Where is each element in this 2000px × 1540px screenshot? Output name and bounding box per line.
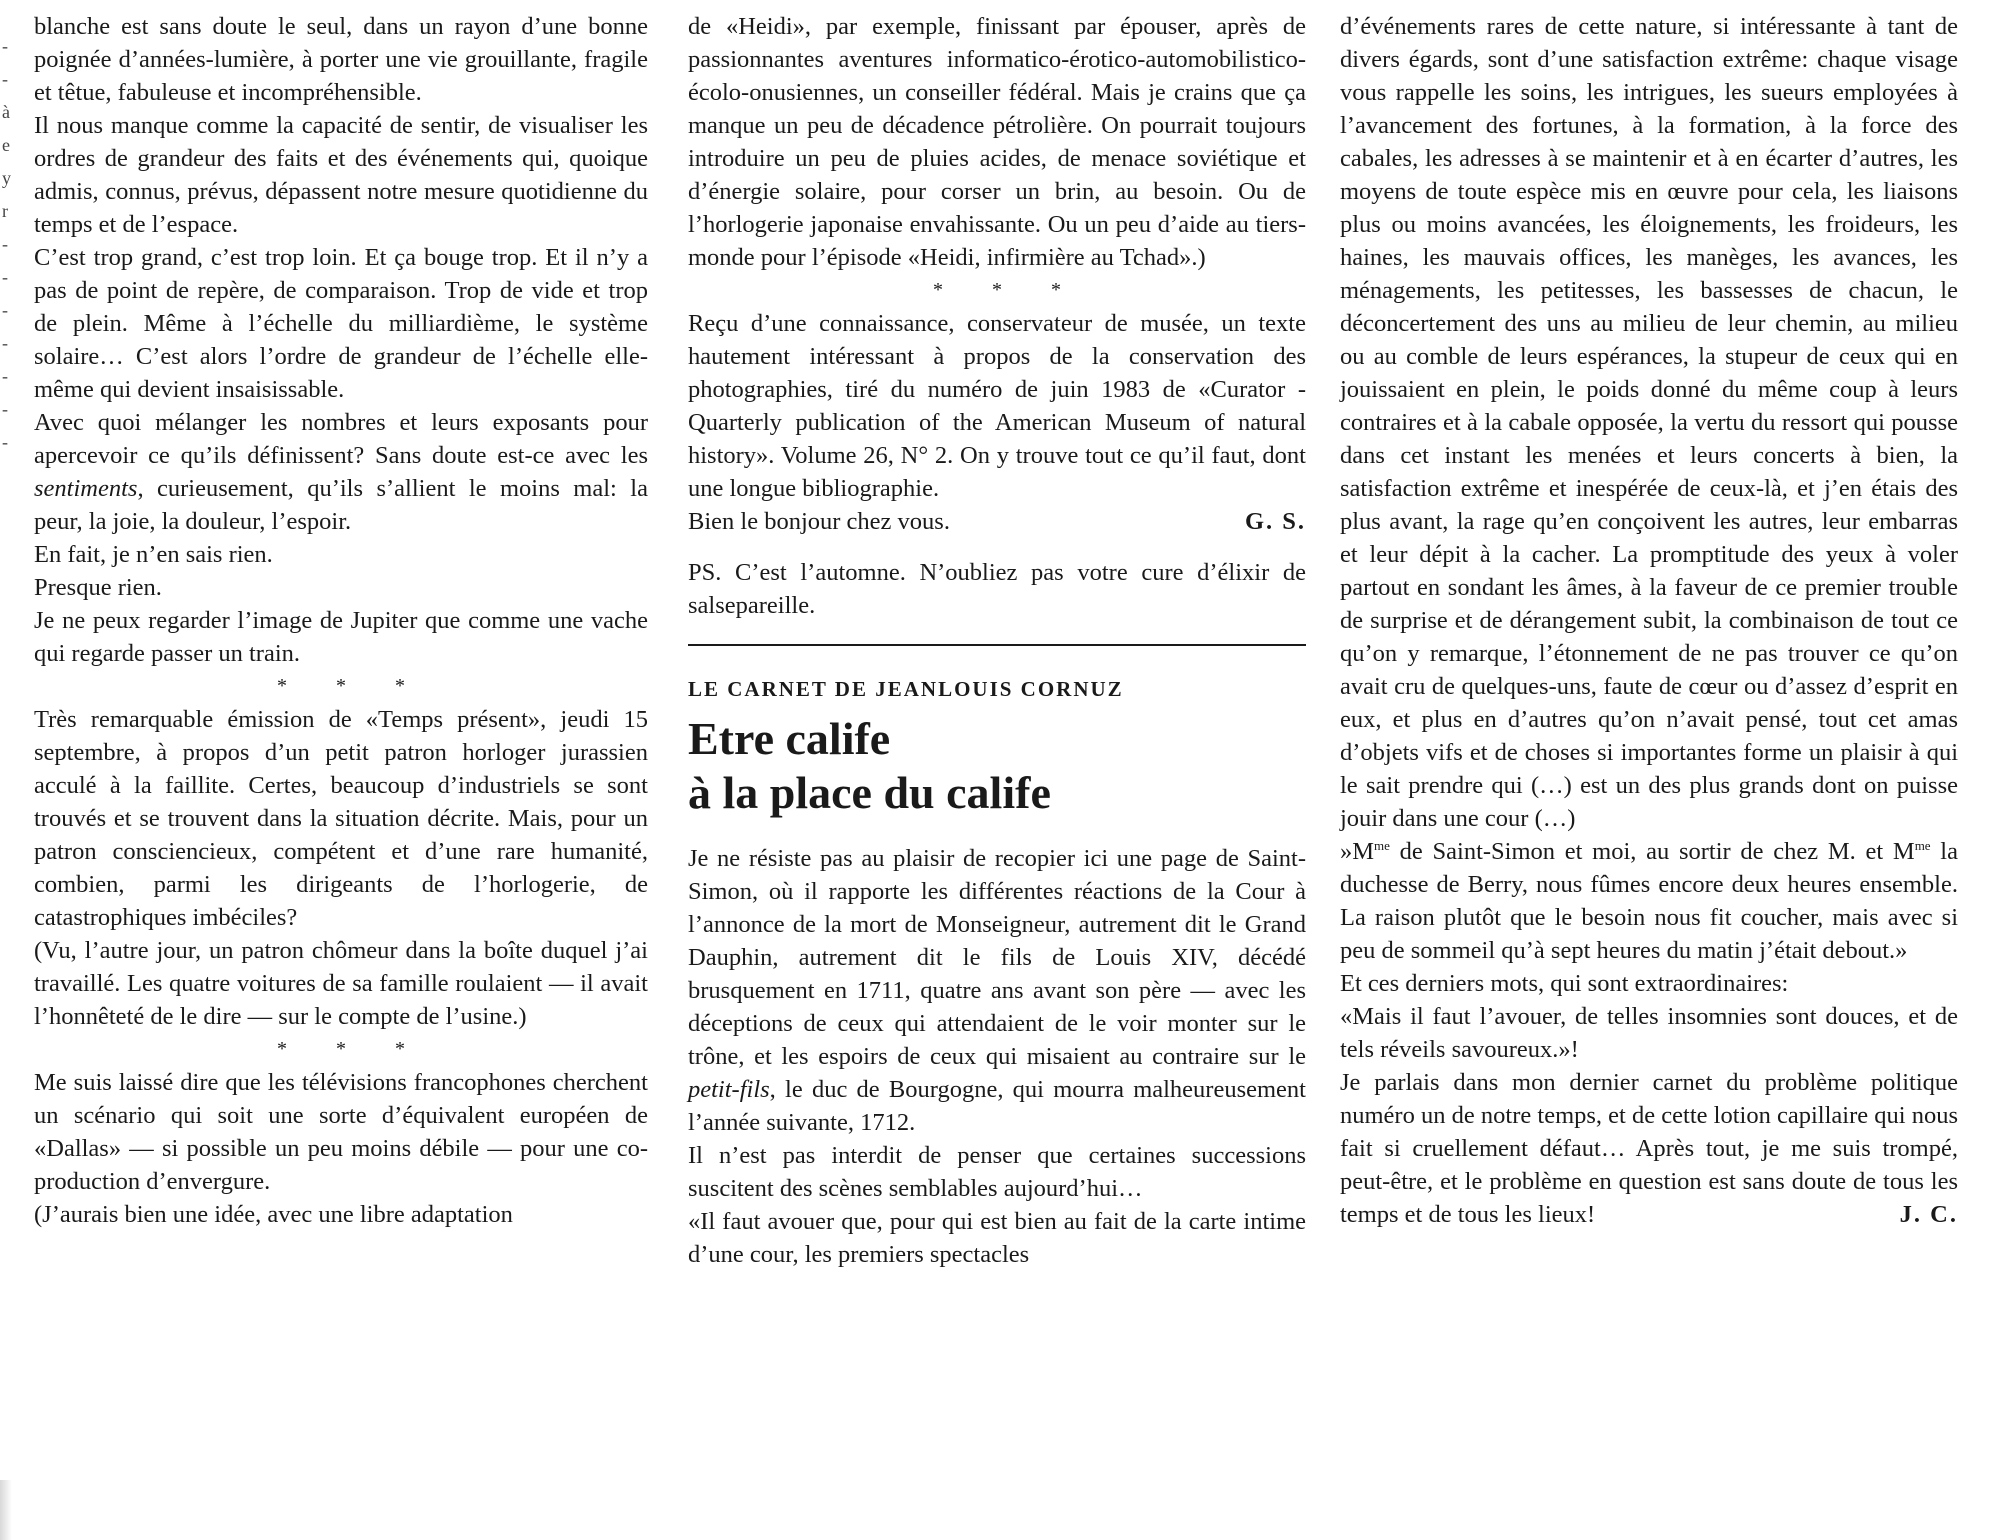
author-signature: J. C. (1899, 1201, 1958, 1228)
postscript: PS. C’est l’automne. N’oubliez pas votre cure d’élixir de salsepareille. (688, 559, 1306, 619)
margin-fragment: y (2, 168, 11, 188)
author-signature: G. S. (1244, 508, 1306, 535)
superscript: me (1374, 837, 1390, 853)
margin-fragment: e (2, 135, 10, 155)
paragraph: Très remarquable émission de «Temps présent», jeudi 15 septembre, à propos d’un petit patron horloger jurassien acculé à la faillite. Certes, beaucoup d’industriels se sont trouvés et se trouvent dans la situation décrite. Mais, pour un patron consciencieux, compétent et d’une rare humanité, combien, parmi les dirigeants de l’horlogerie, de catastrophiques imbéciles? (34, 706, 648, 931)
closing-line (688, 505, 1306, 538)
column-3 (1340, 10, 1958, 1231)
paragraph: (Vu, l’autre jour, un patron chômeur dans la boîte duquel j’ai travaillé. Les quatre voitures de sa famille roulaient — il avait l’honnêteté de le dire — sur le compte de l’usine.) (34, 937, 648, 1030)
margin-fragment: - (2, 267, 8, 287)
column-2 (688, 10, 1306, 1271)
margin-fragment: - (2, 300, 8, 320)
spacer (688, 538, 1306, 556)
paragraph: «Il faut avouer que, pour qui est bien au fait de la carte intime d’une cour, les premiers spectacles (688, 1208, 1306, 1268)
headline-line-2: à la place du calife (688, 767, 1051, 818)
text-run: de Saint-Simon et moi, au sortir de chez M. et M (1389, 838, 1915, 865)
margin-fragment: - (2, 234, 8, 254)
paragraph: Je ne peux regarder l’image de Jupiter que comme une vache qui regarde passer un train. (34, 607, 648, 667)
text-run: , le duc de Bourgogne, qui mourra malheureusement l’année suivante, 1712. (688, 1076, 1306, 1136)
closing-text: Bien le bonjour chez vous. (688, 508, 950, 535)
paragraph: Et ces derniers mots, qui sont extraordinaires: (1340, 970, 1789, 997)
article-headline (688, 712, 1306, 820)
paragraph: Reçu d’une connaissance, conservateur de musée, un texte hautement intéressant à propos de la conservation des photographies, tiré du numéro de juin 1983 de «Curator - Quarterly publication of the American Museum of natural history». Volume 26, N° 2. On y trouve tout ce qu’il faut, dont une longue bibliographie. (688, 310, 1306, 502)
margin-fragment: - (2, 69, 8, 89)
paragraph (1340, 835, 1958, 967)
paragraph (688, 842, 1306, 1139)
previous-column-edge (2, 30, 16, 459)
text-run: Je ne résiste pas au plaisir de recopier ici une page de Saint-Simon, où il rapporte les différentes réactions de la Cour à l’annonce de la mort de Monseigneur, autrement dit le Grand Dauphin, autrement dit le fils de Louis XIV, décédé brusquement en 1711, quatre ans avant son père — avec les déceptions de ceux qui attendaient de le voir monter sur le trône, et les espoirs de ceux qui misaient au contraire sur le (688, 845, 1306, 1070)
text-run: Je parlais dans mon dernier carnet du problème politique numéro un de notre temps, et de cette lotion capillaire qui nous fait si cruellement défaut… Après tout, je me suis trompé, peut-être, et le problème en question est sans doute de tous les temps et de tous les lieux! (1340, 1069, 1958, 1228)
italic-text: sentiments (34, 475, 138, 502)
paragraph: Il n’est pas interdit de penser que certaines successions suscitent des scènes semblables aujourd’hui… (688, 1142, 1306, 1202)
paragraph: Me suis laissé dire que les télévisions francophones cherchent un scénario qui soit une sorte d’équivalent européen de «Dallas» — si possible un peu moins débile — pour une co-production d’envergure. (34, 1069, 648, 1195)
section-divider-stars: * * * (277, 675, 427, 697)
section-divider-stars: * * * (933, 279, 1083, 301)
paragraph: de «Heidi», par exemple, finissant par épouser, après de passionnantes aventures informatico-érotico-automobilistico-écolo-onusiennes, un conseiller fédéral. Mais je crains que ça manque un peu de décadence pétrolière. On pourrait toujours introduire un peu de pluies acides, de menace soviétique et d’énergie solaire, pour corser un brin, au besoin. Ou de l’horlogerie japonaise envahissante. Ou un peu d’aide au tiers-monde pour l’épisode «Heidi, infirmière au Tchad».) (688, 13, 1306, 271)
text-run: »M (1340, 838, 1375, 865)
paragraph: blanche est sans doute le seul, dans un rayon d’une bonne poignée d’années-lumière, à porter une vie grouillante, fragile et têtue, fabuleuse et incompréhensible. (34, 13, 648, 106)
paragraph: En fait, je n’en sais rien. (34, 541, 273, 568)
paragraph: (J’aurais bien une idée, avec une libre adaptation (34, 1201, 513, 1228)
paragraph (1340, 1066, 1958, 1231)
paragraph: «Mais il faut l’avouer, de telles insomnies sont douces, et de tels réveils savoureux.»! (1340, 1003, 1958, 1063)
column-1 (34, 10, 648, 1231)
margin-fragment: - (2, 333, 8, 353)
headline-line-1: Etre calife (688, 713, 891, 764)
text-run: Avec quoi mélanger les nombres et leurs exposants pour apercevoir ce qu’ils définissent? Sans doute est-ce avec les (34, 409, 648, 469)
margin-fragment: - (2, 36, 8, 56)
italic-text: petit-fils (688, 1076, 770, 1103)
margin-fragment: - (2, 399, 8, 419)
page-edge-shadow (0, 1480, 12, 1540)
margin-fragment: - (2, 432, 8, 452)
paragraph: Presque rien. (34, 574, 162, 601)
superscript: me (1914, 837, 1931, 853)
margin-fragment: r (2, 201, 8, 221)
paragraph: C’est trop grand, c’est trop loin. Et ça bouge trop. Et il n’y a pas de point de repère, de comparaison. Trop de vide et trop de plein. Même à l’échelle du milliardième, le système solaire… C’est alors l’ordre de grandeur de l’échelle elle-même qui devient insaisissable. (34, 244, 648, 403)
section-divider-stars: * * * (277, 1038, 427, 1060)
paragraph (34, 406, 648, 538)
paragraph: d’événements rares de cette nature, si intéressante à tant de divers égards, sont d’une satisfaction extrême: chaque visage vous rappelle les soins, les intrigues, les sueurs employées à l’avancement des fortunes, à la formation, à la force des cabales, les adresses à se maintenir et à en écarter d’autres, les moyens de toute espèce mis en œuvre pour cela, les liaisons plus ou moins avancées, les éloignements, les froideurs, les haines, les mauvais offices, les manèges, les avances, les ménagements, les petitesses, les bassesses de chacun, le déconcertement des uns au milieu de leur chemin, au milieu ou au comble de leurs espérances, la stupeur de ceux qui en jouissaient en plein, le poids donné du même coup à leurs contraires et à la cabale opposée, la vertu du ressort qui pousse dans cet instant les menées et leurs concerts à bien, la satisfaction extrême et inespérée de ceux-là, et j’en étais des plus avant, la rage qu’en conçoivent les autres, leur embarras et leur dépit à la cacher. La promptitude des yeux à voler partout en sondant les âmes, à la faveur de ce premier trouble de surprise et de dérangement subit, la combinaison de tout ce qu’on y remarque, l’étonnement de ne pas trouver ce qu’on avait cru de quelques-uns, faute de cœur ou d’assez d’esprit en eux, et plus en d’autres qu’on n’avait pensé, tout cet amas d’objets vifs et de choses si importantes forme un plaisir à qui le sait prendre qui (…) est un des plus grands dont on puisse jouir dans une cour (…) (1340, 13, 1958, 832)
text-run: , curieusement, qu’ils s’allient le moins mal: la peur, la joie, la douleur, l’espoir. (34, 475, 648, 535)
paragraph: Il nous manque comme la capacité de sentir, de visualiser les ordres de grandeur des faits et des événements qui, quoique admis, connus, prévus, dépassent notre mesure quotidienne du temps et de l’espace. (34, 112, 648, 238)
margin-fragment: - (2, 366, 8, 386)
article-separator-rule (688, 644, 1306, 646)
text-run: la duchesse de Berry, nous fûmes encore deux heures ensemble. La raison plutôt que le besoin nous fit coucher, mais avec si peu de sommeil qu’à sept heures du matin j’était debout.» (1340, 838, 1958, 964)
column-kicker: LE CARNET DE JEANLOUIS CORNUZ (688, 677, 1124, 701)
margin-fragment: à (2, 102, 10, 122)
